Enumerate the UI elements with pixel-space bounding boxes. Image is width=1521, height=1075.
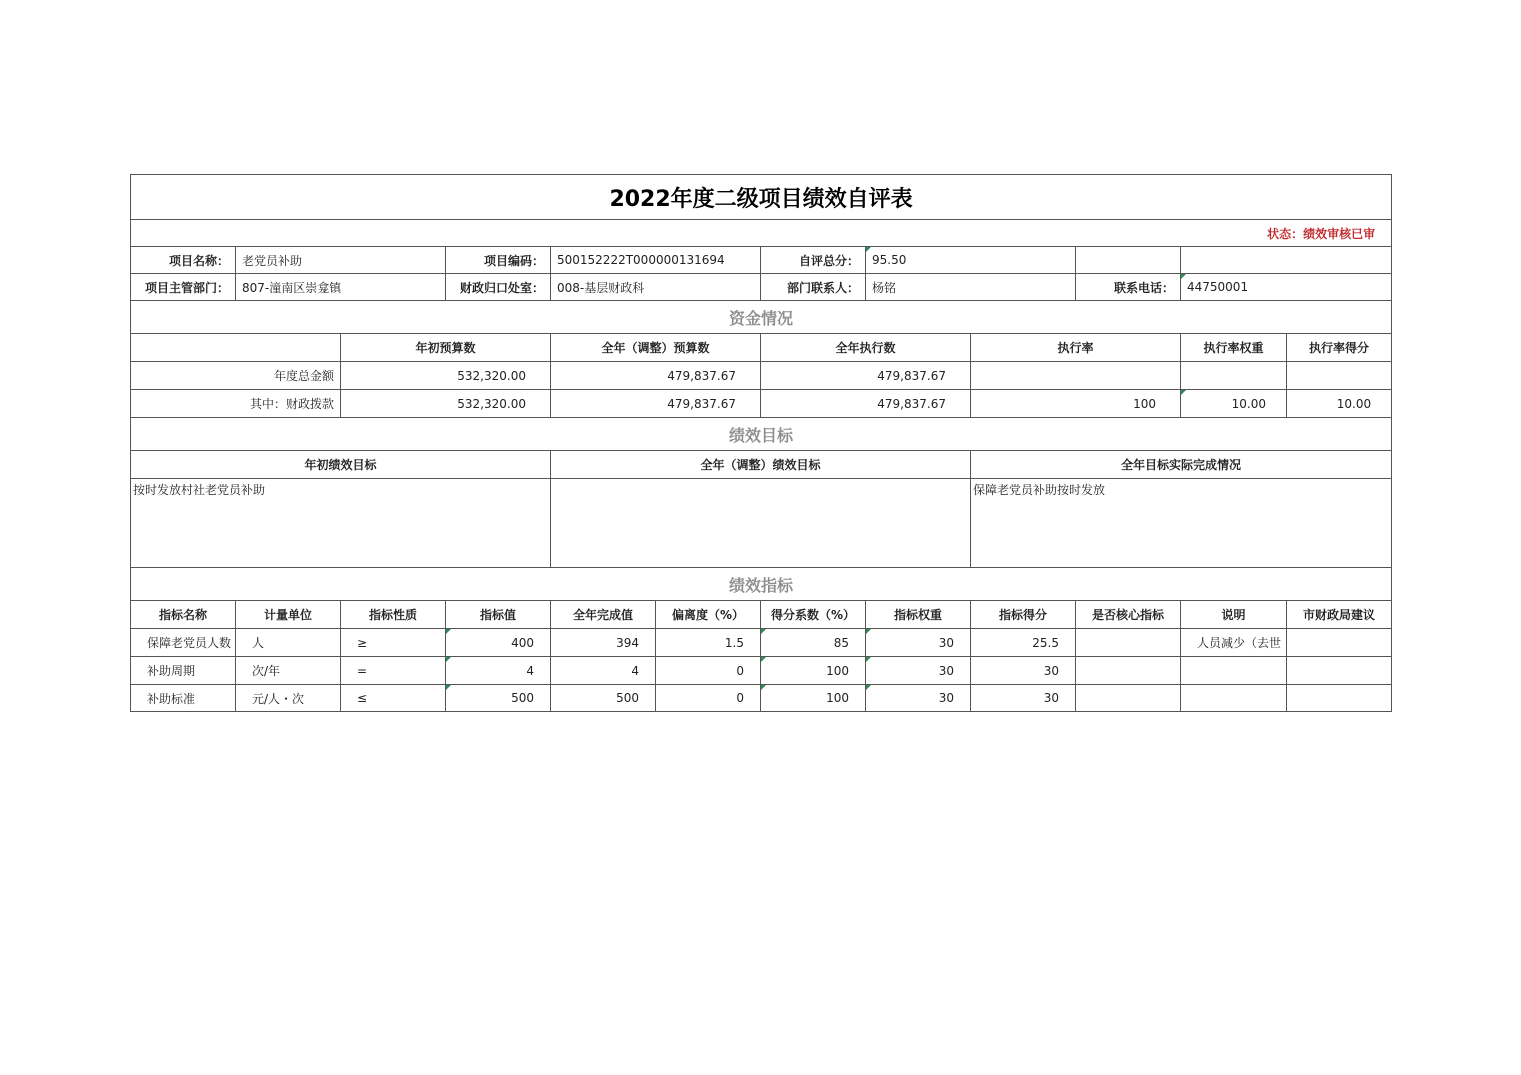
ind-note [1181,657,1287,685]
empty-cell [1181,247,1392,274]
ind-score: 30 [971,657,1076,685]
ind-header-deviation: 偏离度（%） [656,601,761,629]
ind-advice [1287,629,1392,657]
phone-value: 44750001 [1181,274,1392,301]
ind-name: 保障老党员人数 [131,629,236,657]
ind-weight: 30 [866,685,971,712]
funds-adjusted: 479,837.67 [551,390,761,418]
ind-header-note: 说明 [1181,601,1287,629]
ind-target: 4 [446,657,551,685]
funds-adjusted: 479,837.67 [551,362,761,390]
project-name-value: 老党员补助 [236,247,446,274]
ind-name: 补助标准 [131,685,236,712]
funds-row-label: 其中：财政拨款 [131,390,341,418]
contact-value: 杨铭 [866,274,1076,301]
ind-actual: 4 [551,657,656,685]
page-title: 2022年度二级项目绩效自评表 [131,175,1392,220]
funds-score [1287,362,1392,390]
funds-weight: 10.00 [1181,390,1287,418]
goal-initial-text: 按时发放村社老党员补助 [131,479,551,568]
ind-nature: = [341,657,446,685]
empty-cell [1076,247,1181,274]
indicators-section-title: 绩效指标 [131,568,1392,601]
funds-header-executed: 全年执行数 [761,334,971,362]
ind-header-name: 指标名称 [131,601,236,629]
contact-label: 部门联系人： [761,274,866,301]
funds-score: 10.00 [1287,390,1392,418]
project-code-value: 500152222T000000131694 [551,247,761,274]
ind-nature: ≥ [341,629,446,657]
ind-coef: 100 [761,685,866,712]
finance-office-label: 财政归口处室： [446,274,551,301]
ind-header-core: 是否核心指标 [1076,601,1181,629]
ind-weight: 30 [866,629,971,657]
ind-unit: 人 [236,629,341,657]
goals-section-title: 绩效目标 [131,418,1392,451]
score-value: 95.50 [866,247,1076,274]
evaluation-table [130,174,1392,712]
ind-unit: 元/人・次 [236,685,341,712]
ind-deviation: 0 [656,657,761,685]
goals-header-actual: 全年目标实际完成情况 [971,451,1392,479]
funds-header-rate: 执行率 [971,334,1181,362]
funds-header-adjusted: 全年（调整）预算数 [551,334,761,362]
table-row [131,390,1392,418]
goals-header-initial: 年初绩效目标 [131,451,551,479]
ind-header-coef: 得分系数（%） [761,601,866,629]
funds-executed: 479,837.67 [761,362,971,390]
dept-value: 807-潼南区崇龛镇 [236,274,446,301]
ind-score: 30 [971,685,1076,712]
ind-weight: 30 [866,657,971,685]
funds-row-label: 年度总金额 [131,362,341,390]
funds-initial: 532,320.00 [341,390,551,418]
dept-label: 项目主管部门： [131,274,236,301]
ind-score: 25.5 [971,629,1076,657]
ind-actual: 500 [551,685,656,712]
ind-target: 400 [446,629,551,657]
goal-adjusted-text [551,479,971,568]
ind-core [1076,629,1181,657]
funds-executed: 479,837.67 [761,390,971,418]
funds-header-blank [131,334,341,362]
ind-note: 人员减少（去世 [1181,629,1287,657]
ind-core [1076,657,1181,685]
funds-rate: 100 [971,390,1181,418]
ind-header-unit: 计量单位 [236,601,341,629]
table-row [131,629,1392,657]
funds-header-score: 执行率得分 [1287,334,1392,362]
ind-deviation: 1.5 [656,629,761,657]
funds-initial: 532,320.00 [341,362,551,390]
self-evaluation-sheet [130,174,1391,712]
project-code-label: 项目编码： [446,247,551,274]
ind-header-actual: 全年完成值 [551,601,656,629]
finance-office-value: 008-基层财政科 [551,274,761,301]
ind-nature: ≤ [341,685,446,712]
ind-actual: 394 [551,629,656,657]
table-row [131,362,1392,390]
ind-core [1076,685,1181,712]
funds-section-title: 资金情况 [131,301,1392,334]
ind-name: 补助周期 [131,657,236,685]
phone-label: 联系电话： [1076,274,1181,301]
ind-coef: 100 [761,657,866,685]
ind-deviation: 0 [656,685,761,712]
score-label: 自评总分： [761,247,866,274]
funds-header-weight: 执行率权重 [1181,334,1287,362]
table-row [131,657,1392,685]
ind-coef: 85 [761,629,866,657]
ind-header-target: 指标值 [446,601,551,629]
ind-note [1181,685,1287,712]
ind-advice [1287,685,1392,712]
funds-weight [1181,362,1287,390]
goal-actual-text: 保障老党员补助按时发放 [971,479,1392,568]
table-row [131,685,1392,712]
goals-header-adjusted: 全年（调整）绩效目标 [551,451,971,479]
funds-header-initial: 年初预算数 [341,334,551,362]
ind-target: 500 [446,685,551,712]
ind-header-advice: 市财政局建议 [1287,601,1392,629]
project-name-label: 项目名称： [131,247,236,274]
ind-header-score: 指标得分 [971,601,1076,629]
funds-rate [971,362,1181,390]
ind-header-weight: 指标权重 [866,601,971,629]
ind-header-nature: 指标性质 [341,601,446,629]
ind-advice [1287,657,1392,685]
status-badge: 状态：绩效审核已审 [131,220,1392,247]
ind-unit: 次/年 [236,657,341,685]
